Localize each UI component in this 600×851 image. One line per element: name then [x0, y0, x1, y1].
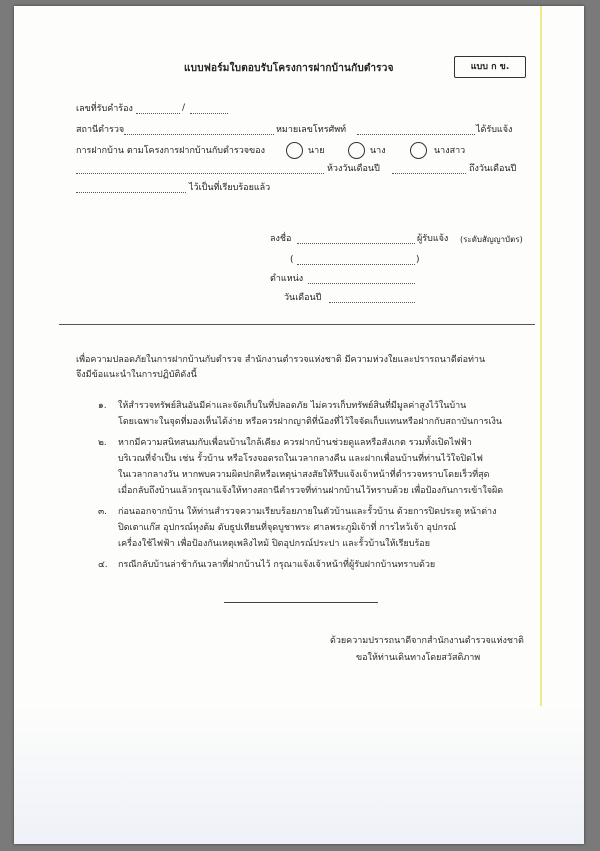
option-mrs-radio[interactable] — [348, 142, 365, 159]
station-label: สถานีตำรวจ — [76, 125, 125, 135]
program-label: การฝากบ้าน ตามโครงการฝากบ้านกับตำรวจของ — [76, 146, 266, 156]
station-field[interactable] — [124, 134, 274, 135]
recorded-label: ไว้เป็นที่เรียบร้อยแล้ว — [189, 183, 271, 193]
request-no-label: เลขที่รับคำร้อง — [76, 104, 133, 114]
advice-item-4-line: กรณีกลับบ้านล่าช้ากันเวลาที่ฝากบ้านไว้ กรุณาแจ้งเจ้าหน้าที่ผู้รับฝากบ้านทราบด้วย — [118, 560, 436, 570]
received-label: ได้รับแจ้ง — [476, 125, 513, 135]
receiver-label: ผู้รับแจ้ง — [417, 234, 449, 244]
advice-item-2-line: บริเวณที่จำเป็น เช่น รั้วบ้าน หรือโรงจอดรถในเวลากลางคืน และฝากเพื่อนบ้านที่ท่านไว้ใจปิดไฟ — [118, 454, 483, 464]
advice-intro-2: จึงมีข้อแนะนำในการปฏิบัติดังนี้ — [76, 370, 197, 380]
advice-item-1-line: โดยเฉพาะในจุดที่มองเห็นได้ง่าย หรือควรฝากญาติที่น้องที่ไว้ใจจัดเก็บแทนหรือฝากกับสถาบันการเงิน — [118, 417, 503, 427]
request-no-field[interactable] — [136, 113, 180, 114]
name-paren-open: ( — [290, 255, 294, 265]
period-to-label: ถึงวันเดือนปี — [469, 164, 517, 174]
option-mr-radio[interactable] — [286, 142, 303, 159]
advice-item-3-line: ก่อนออกจากบ้าน ให้ท่านสำรวจความเรียบร้อยภายในตัวบ้านและรั้วบ้าน ด้วยการปิดประตู หน้าต่าง — [118, 507, 497, 517]
form-code-box: แบบ ก ข. — [454, 56, 526, 78]
name-paren-close: ) — [416, 255, 420, 265]
phone-field[interactable] — [357, 134, 475, 135]
form-title: แบบฟอร์มใบตอบรับโครงการฝากบ้านกับตำรวจ — [184, 63, 394, 74]
closing-line-1: ด้วยความปรารถนาดีจากสำนักงานตำรวจแห่งชาติ — [330, 636, 524, 646]
printed-name-field[interactable] — [297, 264, 415, 265]
closing-separator-line — [224, 602, 378, 603]
applicant-name-field[interactable] — [76, 173, 324, 174]
position-field[interactable] — [308, 283, 415, 284]
sign-label: ลงชื่อ — [270, 234, 292, 244]
option-miss-radio[interactable] — [410, 142, 427, 159]
advice-item-number: ๒. — [98, 438, 107, 448]
advice-item-number: ๓. — [98, 507, 108, 517]
advice-item-2-line: เมื่อกลับถึงบ้านแล้วกรุณาแจ้งให้ทางสถานีตำรวจที่ท่านฝากบ้านไว้ทราบด้วย เพื่อป้องกันการเข้าใจผิด — [118, 486, 504, 496]
section-divider — [59, 324, 535, 325]
option-miss-label: นางสาว — [434, 146, 466, 156]
option-mrs-label: นาง — [370, 146, 386, 156]
position-label: ตำแหน่ง — [270, 274, 304, 284]
advice-item-2-line: ในเวลากลางวัน หากพบความผิดปกติหรือเหตุน่าสงสัยให้รีบแจ้งเจ้าหน้าที่ตำรวจทราบโดยเร็วที่สุด — [118, 470, 490, 480]
phone-label: หมายเลขโทรศัพท์ — [276, 125, 347, 135]
closing-line-2: ขอให้ท่านเดินทางโดยสวัสดิภาพ — [356, 653, 481, 663]
period-from-field[interactable] — [392, 173, 466, 174]
advice-item-3-line: ปิดเตาแก๊ส อุปกรณ์หุงต้ม ดับธูปเทียนที่จุดบูชาพระ ศาลพระภูมิเจ้าที่ การไหว้เจ้า อุปกรณ์ — [118, 523, 457, 533]
signature-field[interactable] — [297, 243, 415, 244]
rank-note: (ระดับสัญญาบัตร) — [460, 235, 523, 244]
scan-shading — [14, 706, 584, 844]
period-to-field[interactable] — [76, 192, 186, 193]
request-no-separator: / — [182, 103, 186, 113]
advice-item-2-line: หากมีความสนิทสนมกับเพื่อนบ้านใกล้เคียง ควรฝากบ้านช่วยดูแลหรือสังเกต รวมทั้งเปิดไฟฟ้า — [118, 438, 472, 448]
advice-item-1-line: ให้สำรวจทรัพย์สินอันมีค่าและจัดเก็บในที่ปลอดภัย ไม่ควรเก็บทรัพย์สินที่มีมูลค่าสูงไว้ในบ้าน — [118, 401, 467, 411]
advice-item-number: ๑. — [98, 401, 107, 411]
period-from-label: ห้วงวันเดือนปี — [327, 164, 380, 174]
option-mr-label: นาย — [308, 146, 325, 156]
advice-item-3-line: เครื่องใช้ไฟฟ้า เพื่อป้องกันเหตุเพลิงไหม้ ปิดอุปกรณ์ประปา และรั้วบ้านให้เรียบร้อย — [118, 539, 430, 549]
document-page — [14, 6, 584, 844]
advice-item-number: ๔. — [98, 560, 108, 570]
date-label: วันเดือนปี — [284, 293, 322, 303]
date-field[interactable] — [329, 302, 415, 303]
request-year-field[interactable] — [190, 113, 228, 114]
advice-intro-1: เพื่อความปลอดภัยในการฝากบ้านกับตำรวจ สำนักงานตำรวจแห่งชาติ มีความห่วงใยและปรารถนาดีต่อท่าน — [76, 355, 486, 365]
